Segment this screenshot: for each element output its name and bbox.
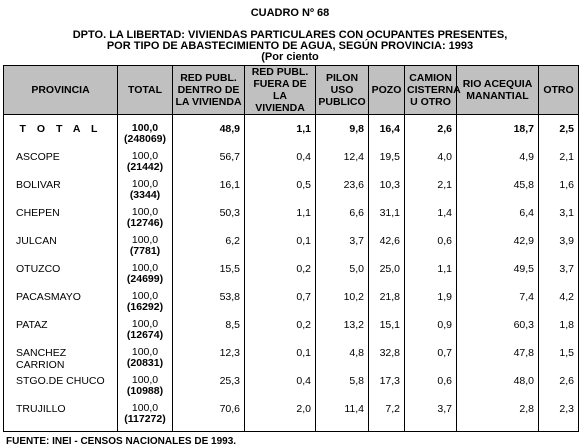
col-header-pilon: PILON USO PUBLICO xyxy=(316,66,369,115)
table-row xyxy=(4,403,579,432)
provincia-cell: TRUJILLO xyxy=(4,403,118,432)
value-cell: 4,8 xyxy=(316,347,369,375)
value-cell: 32,8 xyxy=(369,347,405,375)
table-row xyxy=(4,291,579,319)
value-cell: 8,5 xyxy=(173,319,245,347)
value-cell: 0,4 xyxy=(245,375,316,403)
value-cell: 0,1 xyxy=(245,347,316,375)
value-cell: 2,6 xyxy=(539,375,579,403)
value-cell: 17,3 xyxy=(369,375,405,403)
total-cell xyxy=(118,179,173,207)
value-cell: 0,2 xyxy=(245,263,316,291)
total-percent: 100,0 xyxy=(131,150,159,162)
value-cell: 15,5 xyxy=(173,263,245,291)
value-cell: 21,8 xyxy=(369,291,405,319)
household-count: (16292) xyxy=(126,301,164,313)
value-cell: 42,9 xyxy=(457,235,539,263)
value-cell: 0,1 xyxy=(245,235,316,263)
value-cell: 3,9 xyxy=(539,235,579,263)
value-cell: 1,4 xyxy=(405,207,457,235)
value-cell: 4,9 xyxy=(457,151,539,179)
value-cell: 70,6 xyxy=(173,403,245,432)
total-percent: 100,0 xyxy=(131,346,159,358)
value-cell: 13,2 xyxy=(316,319,369,347)
value-cell: 25,3 xyxy=(173,375,245,403)
provincia-cell: OTUZCO xyxy=(4,263,118,291)
value-cell: 56,7 xyxy=(173,151,245,179)
table-row xyxy=(4,207,579,235)
table-row xyxy=(4,235,579,263)
value-cell: 3,1 xyxy=(539,207,579,235)
col-header-pozo: POZO xyxy=(369,66,405,115)
provincia-cell: ASCOPE xyxy=(4,151,118,179)
total-cell xyxy=(118,403,173,432)
value-cell: 48,9 xyxy=(173,123,245,151)
household-count: (21442) xyxy=(126,161,164,173)
total-percent: 100,0 xyxy=(131,206,159,218)
value-cell: 5,0 xyxy=(316,263,369,291)
provincia-cell: SANCHEZ CARRION xyxy=(4,347,118,375)
header-row xyxy=(4,66,579,115)
value-cell: 2,1 xyxy=(405,179,457,207)
table-row xyxy=(4,347,579,375)
value-cell: 10,2 xyxy=(316,291,369,319)
total-cell xyxy=(118,375,173,403)
total-percent: 100,0 xyxy=(131,290,159,302)
household-count: (117272) xyxy=(124,413,166,425)
value-cell: 0,6 xyxy=(405,235,457,263)
value-cell: 1,9 xyxy=(405,291,457,319)
value-cell: 12,3 xyxy=(173,347,245,375)
provincia-cell: BOLIVAR xyxy=(4,179,118,207)
household-count: (24699) xyxy=(126,273,164,285)
table-title-line2: POR TIPO DE ABASTECIMIENTO DE AGUA, SEGÚN PROVINCIA: 1993 xyxy=(106,40,474,52)
value-cell: 12,4 xyxy=(316,151,369,179)
value-cell: 60,3 xyxy=(457,319,539,347)
table-title-line1: DPTO. LA LIBERTAD: VIVIENDAS PARTICULARES CON OCUPANTES PRESENTES, xyxy=(72,29,508,41)
value-cell: 3,7 xyxy=(539,263,579,291)
total-cell xyxy=(118,235,173,263)
total-percent: 100,0 xyxy=(131,178,159,190)
household-count: (10988) xyxy=(126,385,164,397)
value-cell: 4,2 xyxy=(539,291,579,319)
value-cell: 2,5 xyxy=(539,123,579,151)
total-cell xyxy=(118,207,173,235)
value-cell: 0,9 xyxy=(405,319,457,347)
table-row xyxy=(4,179,579,207)
provincia-cell: JULCAN xyxy=(4,235,118,263)
value-cell: 7,2 xyxy=(369,403,405,432)
value-cell: 0,6 xyxy=(405,375,457,403)
col-header-red-fuera: RED PUBL. FUERA DE LA VIVIENDA xyxy=(245,66,316,115)
provincia-cell: STGO.DE CHUCO xyxy=(4,375,118,403)
value-cell: 31,1 xyxy=(369,207,405,235)
total-cell xyxy=(118,347,173,375)
value-cell: 15,1 xyxy=(369,319,405,347)
value-cell: 1,5 xyxy=(539,347,579,375)
col-header-camion: CAMION CISTERNA U OTRO xyxy=(405,66,457,115)
col-header-rio: RIO ACEQUIA MANANTIAL xyxy=(457,66,539,115)
value-cell: 11,4 xyxy=(316,403,369,432)
value-cell: 16,4 xyxy=(369,123,405,151)
value-cell: 2,8 xyxy=(457,403,539,432)
value-cell: 42,6 xyxy=(369,235,405,263)
value-cell: 9,8 xyxy=(316,123,369,151)
total-cell xyxy=(118,123,173,151)
value-cell: 16,1 xyxy=(173,179,245,207)
provincia-cell: CHEPEN xyxy=(4,207,118,235)
value-cell: 2,3 xyxy=(539,403,579,432)
value-cell: 4,0 xyxy=(405,151,457,179)
value-cell: 48,0 xyxy=(457,375,539,403)
value-cell: 6,4 xyxy=(457,207,539,235)
value-cell: 0,4 xyxy=(245,151,316,179)
value-cell: 47,8 xyxy=(457,347,539,375)
table-units: (Por ciento xyxy=(261,51,319,63)
total-cell xyxy=(118,319,173,347)
col-header-provincia: PROVINCIA xyxy=(4,66,118,115)
table-row xyxy=(4,263,579,291)
value-cell: 2,1 xyxy=(539,151,579,179)
total-percent: 100,0 xyxy=(131,402,159,414)
table-row xyxy=(4,151,579,179)
household-count: (12746) xyxy=(126,217,164,229)
provincia-cell: PATAZ xyxy=(4,319,118,347)
value-cell: 53,8 xyxy=(173,291,245,319)
total-cell xyxy=(118,263,173,291)
total-row xyxy=(4,123,579,151)
value-cell: 2,6 xyxy=(405,123,457,151)
provincia-cell: T O T A L xyxy=(4,123,118,151)
household-count: (20831) xyxy=(126,357,164,369)
col-header-otro: OTRO xyxy=(539,66,579,115)
col-header-red-dentro: RED PUBL. DENTRO DE LA VIVIENDA xyxy=(173,66,245,115)
value-cell: 0,2 xyxy=(245,319,316,347)
value-cell: 19,5 xyxy=(369,151,405,179)
table-row xyxy=(4,375,579,403)
value-cell: 2,0 xyxy=(245,403,316,432)
table-row xyxy=(4,319,579,347)
water-supply-table xyxy=(3,65,579,432)
value-cell: 1,8 xyxy=(539,319,579,347)
value-cell: 1,1 xyxy=(245,123,316,151)
household-count: (248069) xyxy=(123,133,167,145)
value-cell: 3,7 xyxy=(405,403,457,432)
value-cell: 3,7 xyxy=(316,235,369,263)
value-cell: 1,1 xyxy=(245,207,316,235)
value-cell: 25,0 xyxy=(369,263,405,291)
total-cell xyxy=(118,291,173,319)
value-cell: 1,6 xyxy=(539,179,579,207)
table-number: CUADRO Nº 68 xyxy=(250,7,330,19)
value-cell: 6,6 xyxy=(316,207,369,235)
household-count: (12674) xyxy=(126,329,164,341)
value-cell: 49,5 xyxy=(457,263,539,291)
value-cell: 0,7 xyxy=(405,347,457,375)
household-count: (3344) xyxy=(129,189,161,201)
total-percent: 100,0 xyxy=(131,374,159,386)
value-cell: 6,2 xyxy=(173,235,245,263)
value-cell: 23,6 xyxy=(316,179,369,207)
value-cell: 10,3 xyxy=(369,179,405,207)
value-cell: 1,1 xyxy=(405,263,457,291)
total-cell xyxy=(118,151,173,179)
value-cell: 5,8 xyxy=(316,375,369,403)
value-cell: 0,7 xyxy=(245,291,316,319)
value-cell: 0,5 xyxy=(245,179,316,207)
provincia-cell: PACASMAYO xyxy=(4,291,118,319)
col-header-total: TOTAL xyxy=(118,66,173,115)
household-count: (7781) xyxy=(129,245,161,257)
value-cell: 45,8 xyxy=(457,179,539,207)
total-percent: 100,0 xyxy=(131,318,159,330)
value-cell: 7,4 xyxy=(457,291,539,319)
source-note: FUENTE: INEI - CENSOS NACIONALES DE 1993. xyxy=(6,436,237,447)
total-percent: 100,0 xyxy=(131,122,159,134)
value-cell: 18,7 xyxy=(457,123,539,151)
value-cell: 50,3 xyxy=(173,207,245,235)
total-percent: 100,0 xyxy=(131,262,159,274)
total-percent: 100,0 xyxy=(131,234,159,246)
